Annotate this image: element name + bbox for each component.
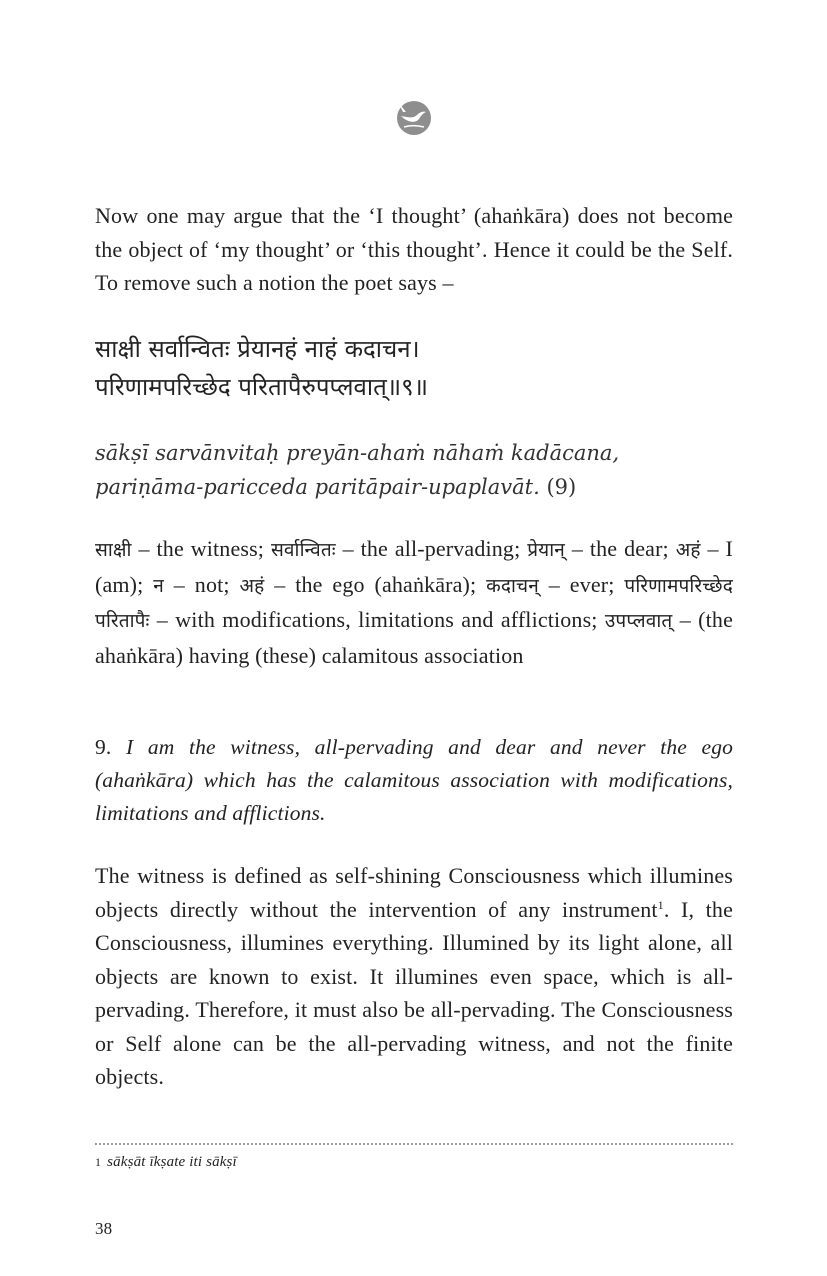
word-gloss: – the dear; (564, 536, 676, 561)
word-dev: कदाचन् (486, 574, 539, 597)
word-dev: अहं (675, 539, 701, 561)
word-dev: सर्वान्वितः (270, 539, 336, 561)
translit-line-2: pariṇāma-paricceda paritāpair-upaplavāt. (95, 475, 540, 499)
translation-number: 9. (95, 735, 112, 759)
transliteration (95, 436, 733, 504)
commentary-text-1: The witness is defined as self-shining Consciousness which illumines objects directly without the intervention of any instrument (95, 863, 733, 922)
translit-line-1: sākṣī sarvānvitaḥ preyān-ahaṁ nāhaṁ kadācana, (95, 441, 620, 465)
translation-text: I am the witness, all-pervading and dear and never the ego (ahaṅkāra) which has the calamitous association with modifications, limitations and afflictions. (95, 735, 733, 825)
verse-number: (9) (546, 475, 577, 499)
footnote-divider (95, 1143, 733, 1145)
verse-translation (95, 731, 733, 830)
word-gloss: – not; (163, 571, 240, 597)
word-dev: साक्षी (95, 539, 132, 561)
word-gloss: – the witness; (131, 536, 271, 561)
page-number: 38 (95, 1219, 113, 1238)
word-gloss: – with modifications, limitations and afflictions; (149, 607, 605, 632)
footnote (95, 1151, 733, 1173)
commentary-text-2: . I, the Consciousness, illumines everything. Illumined by its light alone, all objects are known to exist. It illumines even space, which is all-pervading. Therefore, it must also be all-pervading. The Consciousness or Self alone can be the all-pervading witness, and not the finite objects. (95, 896, 733, 1089)
commentary-paragraph (95, 859, 733, 1094)
swan-icon (396, 100, 432, 136)
word-dev: न (153, 574, 164, 597)
word-gloss: – I (am); (95, 536, 734, 597)
word-gloss: – the all-pervading; (335, 536, 528, 561)
word-dev: प्रेयान् (527, 539, 565, 561)
word-gloss: – (the ahaṅkāra) having (these) calamitous association (95, 607, 733, 668)
footnote-number: 1 (95, 1155, 102, 1169)
word-dev: उपप्लवात् (604, 610, 673, 632)
sanskrit-line-2: परिणामपरिच्छेद परितापैरुपप्लवात्॥९॥ (95, 373, 429, 401)
word-gloss: – ever; (538, 571, 625, 597)
sanskrit-verse (95, 330, 733, 406)
footnote-text: sākṣāt īkṣate iti sākṣī (107, 1154, 237, 1170)
intro-paragraph: Now one may argue that the ‘I thought’ (ahaṅkāra) does not become the object of ‘my thought’ or ‘this thought’. Hence it could be the Self. To remove such a notion the poet says – (95, 203, 733, 295)
word-dev: अहं (239, 574, 265, 597)
word-dev: परिणामपरिच्छेद परितापैः (95, 574, 733, 632)
word-gloss: – the ego (ahaṅkāra); (264, 571, 487, 597)
footnote-ref[interactable]: 1 (657, 897, 664, 912)
sanskrit-line-1: साक्षी सर्वान्वितः प्रेयानहं नाहं कदाचन। (95, 335, 420, 363)
word-meaning-paragraph (95, 532, 733, 672)
